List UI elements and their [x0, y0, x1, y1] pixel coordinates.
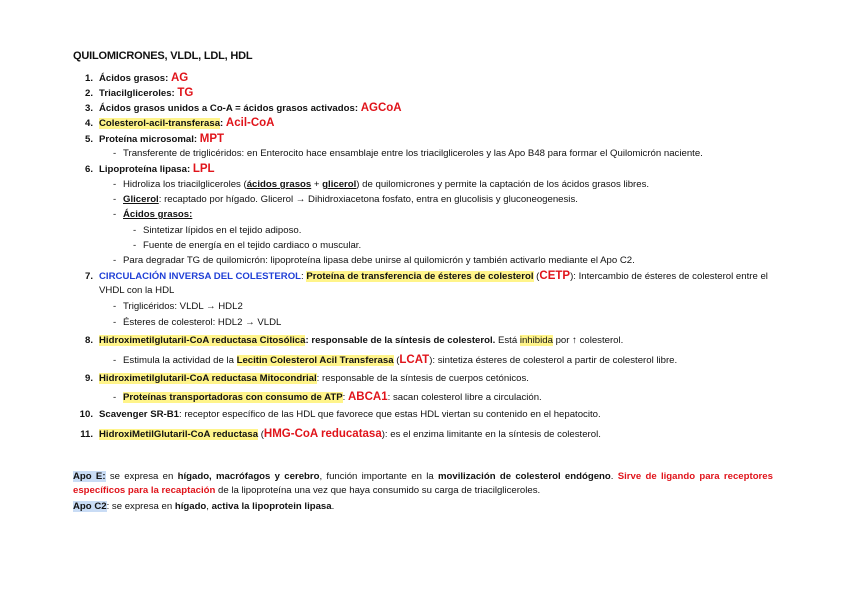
sub-item-text: Sintetizar lípidos en el tejido adiposo.	[143, 225, 302, 236]
item-label: Ácidos grasos	[99, 73, 166, 84]
item-label: Scavenger SR-B1	[99, 409, 179, 420]
page-title: QUILOMICRONES, VLDL, LDL, HDL	[73, 50, 253, 62]
list-item-7: 7. CIRCULACIÓN INVERSA DEL COLESTEROL: Proteína de transferencia de ésteres de colesterol (CETP): Intercambio de ésteres de colesterol entre el	[73, 270, 768, 283]
item-label: Proteína de transferencia de ésteres de colesterol	[306, 271, 534, 282]
item-label: Hidroximetilglutaril-CoA reductasa Citosólica	[99, 335, 306, 346]
item-abbr: HMG-CoA reducatasa	[263, 428, 382, 440]
sub-item-text: Estimula la actividad de la	[123, 355, 237, 366]
sub-item-underline: Ácidos grasos:	[123, 209, 193, 220]
item-label: Triacilgliceroles	[99, 88, 172, 99]
para-red: Sirve de ligando para receptores específicos para la recaptación	[73, 471, 773, 496]
item-number: 3.	[84, 103, 93, 114]
item-label: Proteína microsomal	[99, 134, 194, 145]
item-number: 8.	[84, 335, 93, 346]
sub-sub-item: - Sintetizar lípidos en el tejido adiposo.	[133, 225, 302, 236]
item-text: : es el enzima limitante en la síntesis de colesterol.	[384, 429, 601, 440]
sub-item: - Triglicéridos: VLDL → HDL2	[113, 301, 243, 312]
item-label-blue: CIRCULACIÓN INVERSA DEL COLESTEROL	[99, 271, 302, 282]
para-text: ,	[206, 501, 212, 512]
sub-item-text: Para degradar TG de quilomicrón: lipoproteína lipasa debe unirse al quilomicrón y también activarlo mediante el Apo C2.	[123, 255, 635, 266]
item-abbr: AGCoA	[360, 102, 402, 114]
item-text: Está	[495, 335, 520, 346]
item-text: VHDL con la HDL	[99, 285, 175, 296]
list-item-11: 11. HidroxiMetilGlutaril-CoA reductasa (HMG-CoA reducatasa): es el enzima limitante en la síntesis de colesterol.	[73, 428, 601, 441]
item-abbr: TG	[177, 87, 194, 99]
item-number: 9.	[84, 373, 93, 384]
item-label: Hidroximetilglutaril-CoA reductasa Mitocondrial	[99, 373, 317, 384]
para-text: .	[610, 471, 618, 482]
apo-e-paragraph	[73, 470, 773, 498]
sub-item-text: ): sintetiza ésteres de colesterol a partir de colesterol libre.	[429, 355, 678, 366]
sub-item: - Transferente de triglicéridos: en Enterocito hace ensamblaje entre los triacilgliceroles y las Apo B48 para formar el Quilomicrón naciente.	[113, 148, 703, 159]
item-abbr: Acil-CoA	[225, 117, 275, 129]
item-text: por ↑ colesterol.	[552, 335, 624, 346]
item-text-bold: : responsable de la síntesis de colesterol.	[305, 335, 496, 346]
sub-item-text: Triglicéridos: VLDL → HDL2	[123, 301, 243, 312]
item-abbr: MPT	[199, 133, 225, 145]
sub-item-text: ) de quilomicrones y permite la captación de los ácidos grasos libres.	[356, 179, 650, 190]
item-number: 7.	[84, 271, 93, 282]
item-text: : receptor específico de las HDL que favorece que estas HDL viertan su contenido en el hepatocito.	[178, 409, 601, 420]
para-text: : se expresa en	[106, 501, 175, 512]
apo-e-tag: Apo E:	[73, 471, 106, 482]
para-text: de la lipoproteína una vez que haya consumido su carga de triacilgliceroles.	[215, 485, 541, 496]
sub-item-underline: ácidos grasos	[246, 179, 312, 190]
sub-item: - Hidroliza los triacilgliceroles (ácidos grasos + glicerol) de quilomicrones y permite la captación de los ácidos grasos libres.	[113, 179, 650, 190]
para-bold: movilización de colesterol endógeno	[437, 471, 611, 482]
sub-item-text: Hidroliza los triacilgliceroles (	[123, 179, 247, 190]
list-item-1: 1. Ácidos grasos: AG	[73, 72, 188, 85]
sub-item-text: Transferente de triglicéridos: en Enterocito hace ensamblaje entre los triacilgliceroles y las Apo B48 para formar el Quilomicrón naciente.	[123, 148, 703, 159]
sub-item-text: Ésteres de colesterol: HDL2 → VLDL	[123, 317, 282, 328]
item-abbr: AG	[171, 72, 189, 84]
item-number: 5.	[84, 134, 93, 145]
sub-item: - Ácidos grasos:	[113, 209, 193, 220]
list-item-6: 6. Lipoproteína lipasa: LPL	[73, 163, 215, 176]
item-number: 6.	[84, 164, 93, 175]
sub-item: - Proteínas transportadoras con consumo de ATP: ABCA1: sacan colesterol libre a circulación.	[113, 391, 542, 403]
list-item-4: 4. Colesterol-acil-transferasa: Acil-CoA	[73, 117, 274, 130]
list-item-8	[73, 335, 623, 347]
sub-item-highlight: Lecitin Colesterol Acil Transferasa	[236, 355, 394, 366]
para-text: .	[331, 501, 335, 512]
item-number: 10.	[79, 409, 93, 420]
item-label-bold: activados	[310, 103, 355, 114]
para-text: , función importante en la	[319, 471, 438, 482]
sub-item-text: : recaptado por hígado. Glicerol → Dihidroxiacetona fosfato, entra en glucolisis y gluconeogenesis.	[158, 194, 578, 205]
sub-item-text: Fuente de energía en el tejido cardiaco o muscular.	[143, 240, 362, 251]
para-text: se expresa en	[105, 471, 178, 482]
item-text: : Intercambio de ésteres de colesterol entre el	[573, 271, 768, 282]
list-item-3: 3. Ácidos grasos unidos a Co-A = ácidos grasos activados: AGCoA	[73, 102, 402, 115]
item-text: : responsable de la síntesis de cuerpos cetónicos.	[316, 373, 529, 384]
item-number: 4.	[84, 118, 93, 129]
sub-item: - Estimula la actividad de la Lecitin Colesterol Acil Transferasa (LCAT): sintetiza ésteres de colesterol a partir de colesterol libre.	[113, 354, 678, 366]
item-number: 2.	[84, 88, 93, 99]
item-label: Colesterol-acil-transferasa	[99, 118, 221, 129]
para-bold: hígado	[174, 501, 207, 512]
item-label: Lipoproteína lipasa	[99, 164, 187, 175]
item-abbr: ABCA1	[347, 391, 388, 403]
list-item-9	[73, 373, 529, 385]
list-item-5: 5. Proteína microsomal: MPT	[73, 133, 224, 146]
para-bold: hígado, macrófagos y cerebro	[177, 471, 320, 482]
item-abbr: LCAT	[399, 354, 430, 366]
item-highlight: inhibida	[519, 335, 553, 346]
item-continuation	[99, 285, 174, 297]
sub-item-underline: Glicerol	[123, 194, 159, 205]
item-abbr: CETP	[539, 270, 571, 282]
item-number: 11.	[80, 429, 93, 440]
sub-item-text: +	[311, 179, 323, 190]
sub-sub-item: - Fuente de energía en el tejido cardiaco o muscular.	[133, 240, 362, 251]
sub-item: - Glicerol: recaptado por hígado. Glicerol → Dihidroxiacetona fosfato, entra en glucolisis y gluconeogenesis.	[113, 194, 578, 205]
sub-item: - Ésteres de colesterol: HDL2 → VLDL	[113, 317, 282, 328]
apo-c2-paragraph	[73, 500, 773, 514]
sub-item: - Para degradar TG de quilomicrón: lipoproteína lipasa debe unirse al quilomicrón y también activarlo mediante el Apo C2.	[113, 255, 635, 266]
sub-item-text: : sacan colesterol libre a circulación.	[387, 392, 542, 403]
sub-item-highlight: Proteínas transportadoras con consumo de ATP	[123, 392, 343, 403]
item-abbr: LPL	[192, 163, 215, 175]
sub-item-underline: glicerol	[322, 179, 357, 190]
apo-c2-tag: Apo C2	[73, 501, 107, 512]
item-label: HidroxiMetilGlutaril-CoA reductasa	[99, 429, 259, 440]
list-item-2: 2. Triacilgliceroles: TG	[73, 87, 193, 100]
item-number: 1.	[84, 73, 93, 84]
para-bold: activa la lipoprotein lipasa	[211, 501, 332, 512]
item-label: Ácidos grasos unidos a Co-A = ácidos grasos	[99, 103, 311, 114]
list-item-10	[73, 409, 601, 421]
